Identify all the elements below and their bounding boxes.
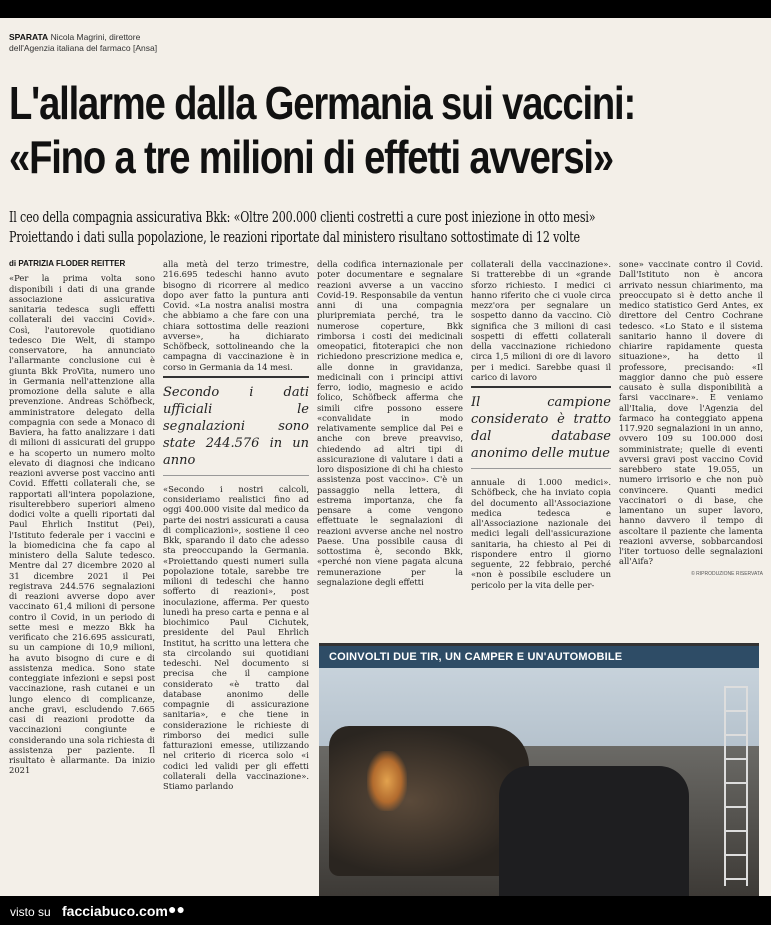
column-2-text-b: «Secondo i nostri calcoli, consideriamo realistici fino ad oggi 400.000 visite dal medico da parte dei nostri assicurati a causa di complicazioni», sostiene il ceo Bkk, sparando il dato che adesso sta preoccupando la Germania. «Proiettando questi numeri sulla popolazione totale, sarebbe tre milioni di tedeschi che hanno sofferto di reazioni», post inoculazione, afferma. Per questo lunedì ha preso carta e penna e al biochimico Paul Cichutek, presidente del Paul Ehrlich Institut, ha scritto una lettera che sta circolando sui quotidiani tedeschi. Nel documento si precisa che il campione considerato «è tratto dal database anonimo delle compagnie di assicurazione sanitaria», e che tiene in considerazione le richieste di rimborso dei medici sulle fatturazioni emesse, utilizzando nel criterio di ricerca solo «i codici led validi per gli effetti collaterali della vaccinazione». Stiamo parlando <box>163 483 309 791</box>
scaffold <box>724 686 748 886</box>
column-5-text: sone» vaccinate contro il Covid. Dall'Istituto non è ancora arrivato nessun chiarimento, ma preoccupato si è detto anche il medico statistico Gerd Antes, ex direttore del Centro Cochrane tedesco. «Lo Stato e il sistema sanitario hanno il dovere di chiarire rapidamente questa situazione», ha detto il professore, precisando: «Il maggior danno che può essere causato è sulla disponibilità a farsi vaccinare». E veniamo all'Italia, dove l'Agenzia del farmaco ha conteggiato appena 117.920 segnalazioni in un anno, ovvero 109 su 100.000 dosi somministrate; quelle di eventi avversi gravi post vaccino Covid sarebbero state 19.055, un numero irrisorio e che non può convincere. Quanti medici vaccinatori o di base, che lamentano un super lavoro, hanno davvero il tempo di ascoltare il paziente che lamenta reazioni avverse, sobbarcandosi l'iter tortuoso delle segnalazioni all'Aifa? <box>619 259 763 567</box>
pull-quote-2: Il campione considerato è tratto dal database anonimo delle mutue <box>471 386 611 469</box>
column-4-text-b: annuale di 1.000 medici». Schöfbeck, che ha inviato copia del documento all'Associazione medica tedesca e all'Associazione nazionale dei medici legali dell'assicurazione sanitaria, ha chiesto al Pei di rispondere entro il giorno seguente, 22 febbraio, perché «non è possibile escludere un pericolo per la vita delle per- <box>471 477 611 590</box>
column-2-text-a: alla metà del terzo trimestre, 216.695 tedeschi hanno avuto bisogno di ricorrere al medico dopo aver fatto la puntura anti Covid. «La nostra analisi mostra che abbiamo a che fare con una chiara sottostima delle reazioni avverse», ha dichiarato Schöfbeck, sottolineando che la campagna di vaccinazione è in corso in Germania da 14 mesi. <box>163 259 309 372</box>
caption-line2: dell'Agenzia italiana del farmaco [Ansa] <box>9 43 158 53</box>
watermark-visto: visto su <box>10 905 51 919</box>
byline: di PATRIZIA FLODER REITTER <box>9 259 126 268</box>
headline-line1: L'allarme dalla Germania sui vaccini: <box>9 77 636 129</box>
column-2 <box>163 259 309 892</box>
photo-caption <box>9 32 157 54</box>
photo-box <box>319 643 759 896</box>
watermark-bar <box>0 896 771 925</box>
caption-label: SPARATA <box>9 32 49 42</box>
column-4-text-a: collaterali della vaccinazione». Si tratterebbe di un «grande sforzo richiesto. I medici ci hanno riferito che ci vuole circa mezz'ora per segnalare un sospetto danno da vaccino. Ciò significa che 3 milioni di casi sospetti di effetti collaterali della vaccinazione richiedono circa 1,5 milioni di ore di lavoro per i medici. Sarebbe quasi il carico di lavoro <box>471 259 611 382</box>
column-3 <box>317 259 463 639</box>
top-black-bar <box>0 0 771 18</box>
photo-title: COINVOLTI DUE TIR, UN CAMPER E UN'AUTOMOBILE <box>319 646 759 668</box>
copyright-note: © RIPRODUZIONE RISERVATA <box>691 570 763 577</box>
newspaper-page <box>0 18 771 896</box>
watermark-site[interactable]: facciabuco.com <box>62 903 168 919</box>
caption-line1: Nicola Magrini, direttore <box>50 32 141 42</box>
fire-glow <box>367 751 407 811</box>
pull-quote-1: Secondo i dati ufficiali le segnalazioni sono state 244.576 in un anno <box>163 376 309 476</box>
column-1 <box>9 259 155 892</box>
headline <box>9 78 769 182</box>
subtitle-line1: Il ceo della compagnia assicurativa Bkk: «Oltre 200.000 clienti costretti a cure post iniezione in otto mesi» <box>9 208 596 226</box>
column-3-text: della codifica internazionale per poter documentare e segnalare reazioni avverse a un vaccino Covid-19. Responsabile da ventun anni di una compagnia pluripremiata perché, tra le numerose coperture, Bkk rimborsa i costi dei medicinali omeopatici, fitoterapici che non richiedono prescrizione medica e, alle donne in gravidanza, medicinali con i principi attivi ferro, iodio, magnesio e acido folico, Schöfbeck afferma che simili cifre possono essere «convalidate in modo relativamente semplice dal Pei e anche con breve preavviso, chiedendo ad altri tipi di assicurazione di valutare i dati a loro disposizione di chi ha chiesto assistenza post vaccino». C'è un passaggio nella lettera, di estrema importanza, che fa pensare a come vengono effettuate le segnalazioni di reazioni avverse anche nel nostro Paese. Una possibile causa di sottostima è, secondo Bkk, «perché non viene pagata alcuna remunerazione per la segnalazione degli effetti <box>317 259 463 587</box>
subtitle-line2: Proiettando i dati sulla popolazione, le reazioni riportate dal ministero risultano sottostimate di 12 volte <box>9 228 580 246</box>
column-1-text: «Per la prima volta sono disponibili i dati di una grande associazione assicurativa sanitaria tedesca sugli effetti collaterali dei vaccini Covid». Così, l'autorevole quotidiano tedesco Die Welt, di stampo conservatore, ha annunciato l'allarmante conclusione cui è giunta Bkk ProVita, numero uno in Germania nell'attenzione alla promozione della salute e alla prevenzione. Andreas Schöfbeck, amministratore delegato della compagnia con sede a Monaco di Baviera, ha fatto analizzare i dati di milioni di assicurati del gruppo e ha scoperto un numero molto elevato di diagnosi che indicano reazioni avverse post vaccino anti Covid. Effetti collaterali che, se rapportati all'intera popolazione, risulterebbero superiori almeno dodici volte a quelli riportati dal Paul Ehrlich Institut (Pei), l'Istituto federale per i vaccini e la biomedicina che fa capo al ministero della Salute tedesco. Mentre dal 27 dicembre 2020 al 31 dicembre 2021 il Pei registrava 244.576 segnalazioni di reazioni avverse dopo aver vaccinato 61,4 milioni di persone contro il Covid, in un periodo di sette mesi e mezzo Bkk ha verificato che 216.695 assicurati, su un campione di 10,9 milioni, ha avuto bisogno di cure e di assistenza medica. Sono state conteggiate infezioni e sepsi post vaccinazione, rash cutanei e un lungo elenco di complicanze, anche gravi, escludendo 7.665 casi di reazioni prodotte da vaccinazioni congiunte e considerando una sola richiesta di assistenza per paziente. Il risultato è allarmante. Da inizio 2021 <box>9 273 155 776</box>
eyes-icon: ●● <box>168 901 185 917</box>
burned-vehicle-right <box>499 766 689 896</box>
column-5 <box>619 259 763 639</box>
headline-line2: «Fino a tre milioni di effetti avversi» <box>9 131 613 183</box>
column-4 <box>471 259 611 639</box>
